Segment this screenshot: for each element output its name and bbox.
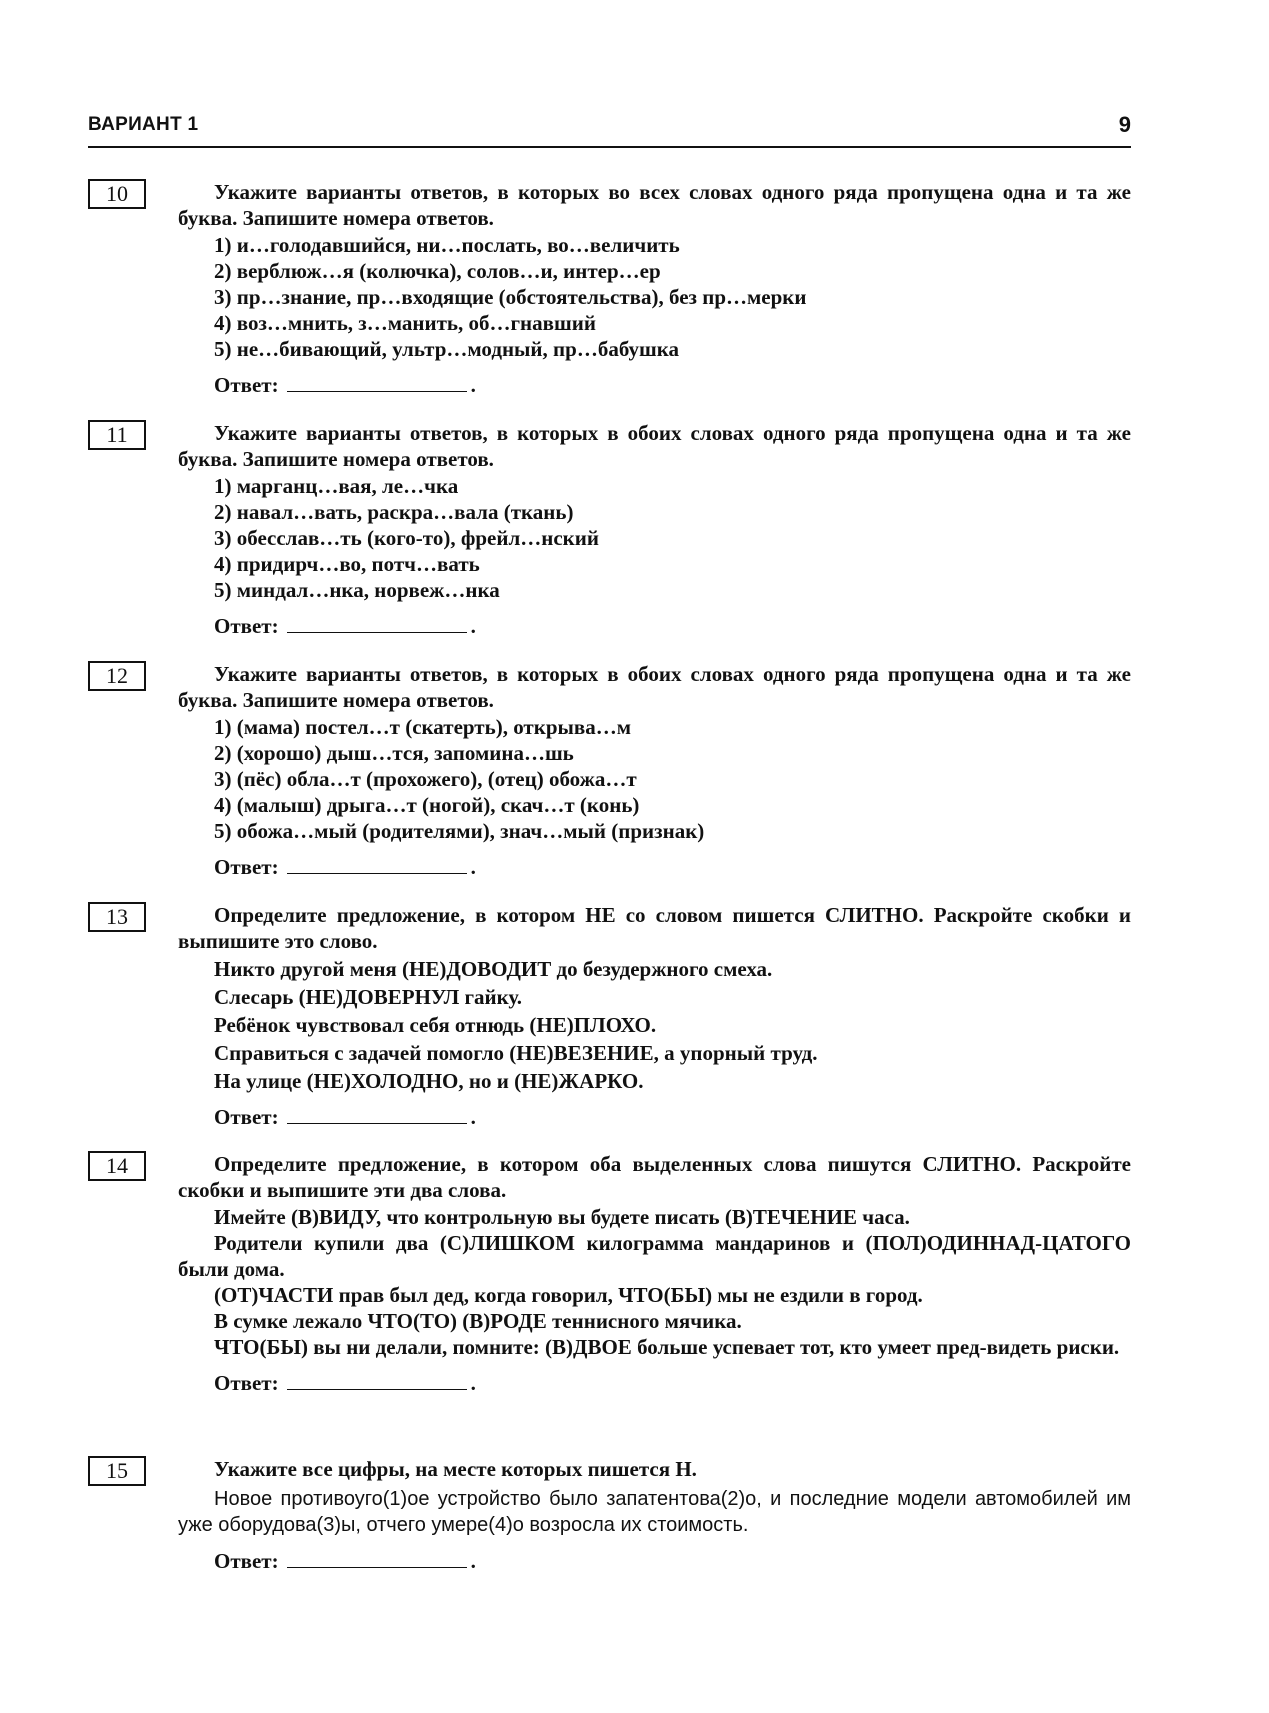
task-11 (88, 420, 1131, 639)
option: 3) (пёс) обла…т (прохожего), (отец) обожа…т (214, 767, 637, 791)
answer-dot: . (470, 1549, 476, 1573)
task-number-box: 11 (88, 420, 146, 450)
task-prompt: Укажите варианты ответов, в которых во всех словах одного ряда пропущена одна и та же буква. Запишите номера ответов. (178, 180, 1131, 230)
task-number-box: 13 (88, 902, 146, 932)
task-text: Новое противоуго(1)ое устройство было запатентова(2)о, и последние модели автомобилей им уже оборудова(3)ы, отчего умере(4)о возросла их стоимость. (178, 1488, 1131, 1536)
answer-dot: . (470, 855, 476, 879)
task-prompt: Укажите варианты ответов, в которых в обоих словах одного ряда пропущена одна и та же буква. Запишите номера ответов. (178, 421, 1131, 471)
option: 4) воз…мнить, з…манить, об…гнавший (214, 311, 596, 335)
answer-field[interactable] (178, 1370, 1131, 1396)
task-prompt: Определите предложение, в котором НЕ со словом пишется СЛИТНО. Раскройте скобки и выпишите это слово. (178, 903, 1131, 953)
answer-dot: . (470, 1105, 476, 1129)
answer-field[interactable] (178, 372, 1131, 398)
task-prompt: Определите предложение, в котором оба выделенных слова пишутся СЛИТНО. Раскройте скобки и выпишите эти два слова. (178, 1152, 1131, 1202)
answer-field[interactable] (178, 854, 1131, 880)
page-header (88, 112, 1131, 148)
option: 1) (мама) постел…т (скатерть), открыва…м (214, 715, 632, 739)
answer-line[interactable] (287, 618, 467, 633)
task-14 (88, 1151, 1131, 1396)
sentence-option: В сумке лежало ЧТО(ТО) (В)РОДЕ теннисного мячика. (214, 1309, 742, 1333)
answer-line[interactable] (287, 859, 467, 874)
answer-label: Ответ: (214, 1371, 279, 1395)
sentence-option: Справиться с задачей помогло (НЕ)ВЕЗЕНИЕ, а упорный труд. (214, 1041, 818, 1065)
answer-label: Ответ: (214, 855, 279, 879)
page-number: 9 (1118, 112, 1131, 137)
task-10 (88, 179, 1131, 398)
sentence-option: Родители купили два (С)ЛИШКОМ килограмма мандаринов и (ПОЛ)ОДИННАД-ЦАТОГО были дома. (178, 1231, 1131, 1281)
sentence-option: Никто другой меня (НЕ)ДОВОДИТ до безудержного смеха. (214, 957, 773, 981)
sentence-option: Слесарь (НЕ)ДОВЕРНУЛ гайку. (214, 985, 523, 1009)
answer-label: Ответ: (214, 1549, 279, 1573)
option: 4) (малыш) дрыга…т (ногой), скач…т (конь) (214, 793, 640, 817)
task-number-box: 15 (88, 1456, 146, 1486)
answer-line[interactable] (287, 1109, 467, 1124)
answer-line[interactable] (287, 1553, 467, 1568)
task-number-box: 14 (88, 1151, 146, 1181)
answer-label: Ответ: (214, 614, 279, 638)
option: 4) придирч…во, потч…вать (214, 552, 480, 576)
answer-field[interactable] (178, 613, 1131, 639)
option: 3) пр…знание, пр…входящие (обстоятельства), без пр…мерки (214, 285, 807, 309)
task-number-box: 12 (88, 661, 146, 691)
answer-dot: . (470, 373, 476, 397)
sentence-option: ЧТО(БЫ) вы ни делали, помните: (В)ДВОЕ больше успевает тот, кто умеет пред-видеть риски. (214, 1335, 1120, 1359)
option: 2) навал…вать, раскра…вала (ткань) (214, 500, 574, 524)
task-12 (88, 661, 1131, 880)
answer-dot: . (470, 614, 476, 638)
answer-field[interactable] (178, 1548, 1131, 1574)
answer-label: Ответ: (214, 1105, 279, 1129)
option: 5) миндал…нка, норвеж…нка (214, 578, 500, 602)
task-number-box: 10 (88, 179, 146, 209)
sentence-option: Ребёнок чувствовал себя отнюдь (НЕ)ПЛОХО. (214, 1013, 657, 1037)
sentence-option: Имейте (В)ВИДУ, что контрольную вы будете писать (В)ТЕЧЕНИЕ часа. (214, 1205, 910, 1229)
variant-title: ВАРИАНТ 1 (88, 114, 199, 135)
option: 5) не…бивающий, ультр…модный, пр…бабушка (214, 337, 680, 361)
option: 2) верблюж…я (колючка), солов…и, интер…ер (214, 259, 661, 283)
sentence-option: (ОТ)ЧАСТИ прав был дед, когда говорил, ЧТО(БЫ) мы не ездили в город. (214, 1283, 923, 1307)
task-13 (88, 902, 1131, 1130)
task-15 (88, 1456, 1131, 1574)
option: 1) и…голодавшийся, ни…послать, во…величить (214, 233, 680, 257)
answer-dot: . (470, 1371, 476, 1395)
answer-label: Ответ: (214, 373, 279, 397)
answer-line[interactable] (287, 1375, 467, 1390)
option: 1) марганц…вая, ле…чка (214, 474, 459, 498)
option: 3) обесслав…ть (кого-то), фрейл…нский (214, 526, 599, 550)
option: 5) обожа…мый (родителями), знач…мый (признак) (214, 819, 705, 843)
task-prompt: Укажите варианты ответов, в которых в обоих словах одного ряда пропущена одна и та же буква. Запишите номера ответов. (178, 662, 1131, 712)
answer-line[interactable] (287, 377, 467, 392)
option: 2) (хорошо) дыш…тся, запомина…шь (214, 741, 574, 765)
task-prompt: Укажите все цифры, на месте которых пишется Н. (214, 1457, 697, 1481)
answer-field[interactable] (178, 1104, 1131, 1130)
sentence-option: На улице (НЕ)ХОЛОДНО, но и (НЕ)ЖАРКО. (214, 1069, 644, 1093)
